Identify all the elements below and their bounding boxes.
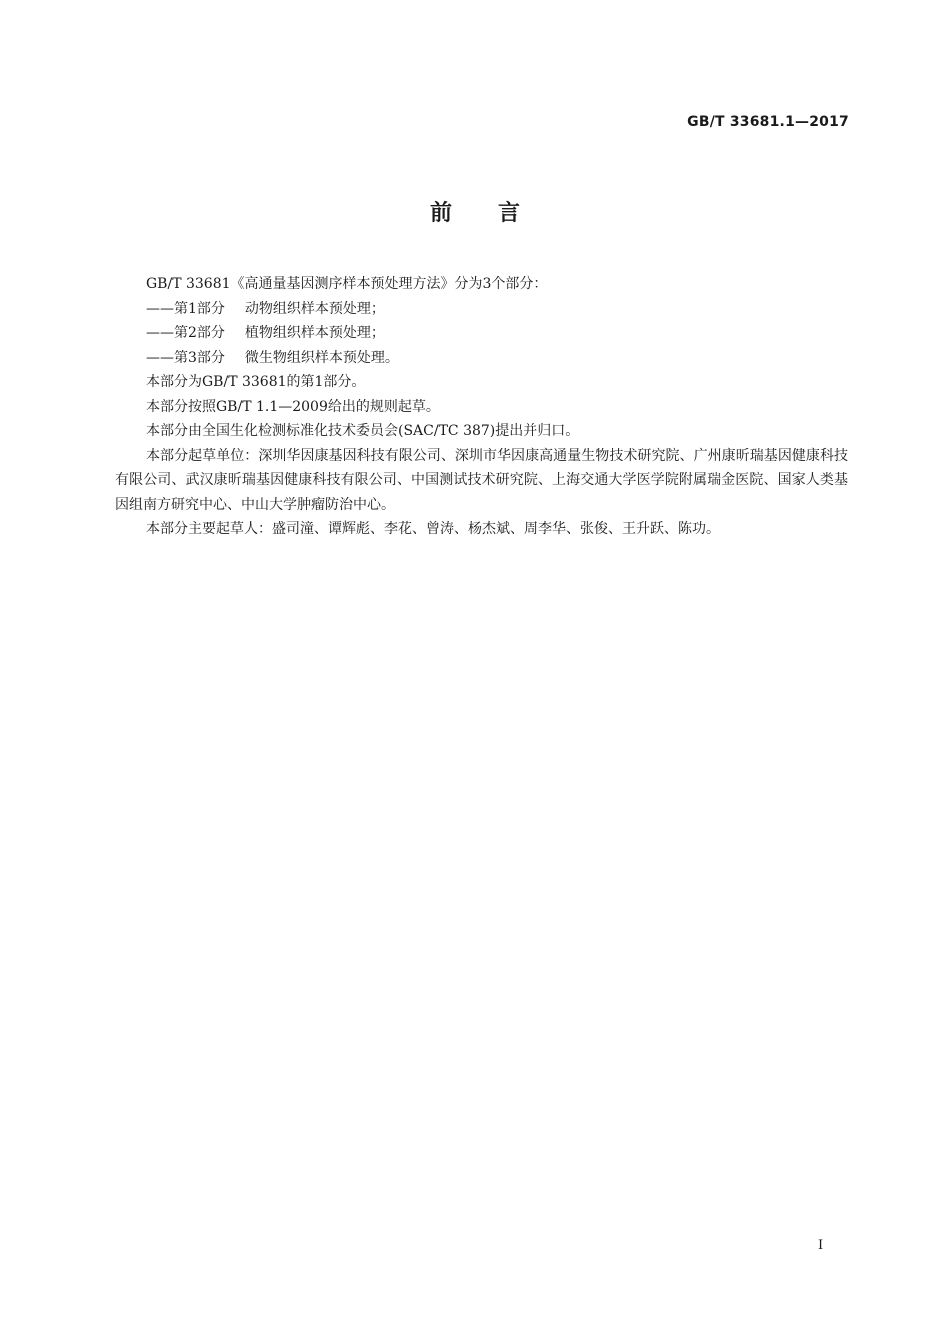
proposer-statement: 本部分由全国生化检测标准化技术委员会(SAC/TC 387)提出并归口。 — [146, 423, 580, 439]
list-item-part-2 — [115, 321, 848, 346]
list-item-part-3 — [115, 346, 848, 371]
part-1-name: 动物组织样本预处理； — [244, 300, 385, 317]
part-1-prefix: ——第1部分 — [146, 300, 225, 317]
page-number: I — [818, 1238, 824, 1253]
rules-statement: 本部分按照GB/T 1.1—2009给出的规则起草。 — [146, 398, 440, 415]
list-item-part-1 — [115, 297, 848, 322]
part-2-prefix: ——第2部分 — [146, 325, 225, 341]
title-char-2: 言 — [498, 201, 521, 226]
drafting-units-paragraph: 本部分起草单位：深圳华因康基因科技有限公司、深圳市华因康高通量生物技术研究院、广州康昕瑞基因健康科技有限公司、武汉康昕瑞基因健康科技有限公司、中国测试技术研究院、上海交通大学医学院附属瑞金医院、国家人类基因组南方研究中心、中山大学肿瘤防治中心。 — [115, 447, 848, 513]
intro-paragraph: GB/T 33681《高通量基因测序样本预处理方法》分为3个部分： — [146, 276, 548, 292]
part-3-name: 微生物组织样本预处理。 — [244, 349, 399, 366]
part-2-name: 植物组织样本预处理； — [244, 325, 385, 341]
drafters-paragraph: 本部分主要起草人：盛司潼、谭辉彪、李花、曾涛、杨杰斌、周李华、张俊、王升跃、陈功。 — [146, 521, 720, 537]
title-char-1: 前 — [429, 201, 452, 226]
page-title — [0, 196, 950, 227]
part-3-prefix: ——第3部分 — [146, 349, 225, 366]
preface-body — [115, 272, 848, 542]
part-statement: 本部分为GB/T 33681的第1部分。 — [146, 374, 366, 390]
standard-code: GB/T 33681.1—2017 — [687, 114, 849, 130]
